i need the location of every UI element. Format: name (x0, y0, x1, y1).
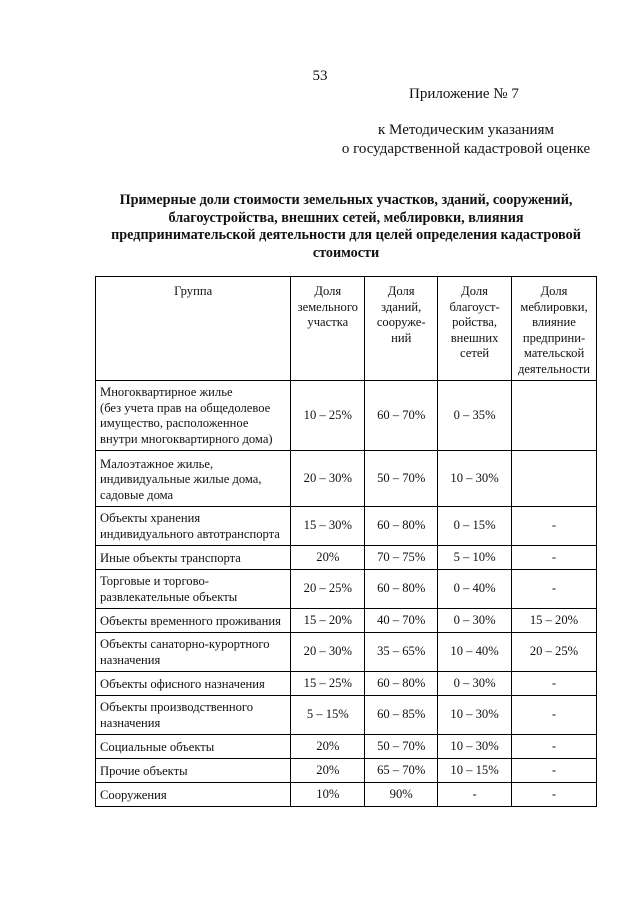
group-line: назначения (100, 652, 161, 667)
buildings-share-cell: 60 – 80% (365, 507, 438, 546)
header-line: участка (307, 315, 349, 329)
buildings-share-cell: 40 – 70% (365, 609, 438, 633)
furnishing-share-cell: - (512, 783, 597, 807)
furnishing-share-cell: - (512, 507, 597, 546)
page-number: 53 (312, 68, 328, 84)
improvements-share-cell: 10 – 40% (438, 633, 512, 672)
land-share-cell: 20% (291, 546, 365, 570)
header-group (96, 277, 291, 381)
header-line: благоуст- (449, 299, 500, 314)
group-line: Сооружения (100, 787, 167, 802)
furnishing-share-cell: 20 – 25% (512, 633, 597, 672)
header-line: ний (391, 330, 412, 345)
table-row (96, 609, 597, 633)
improvements-share-cell: 0 – 40% (438, 570, 512, 609)
group-cell (96, 546, 291, 570)
appendix-reference (336, 121, 596, 159)
improvements-share-cell: - (438, 783, 512, 807)
group-line: Прочие объекты (100, 763, 188, 778)
table-row (96, 570, 597, 609)
table-row (96, 546, 597, 570)
group-line: внутри многоквартирного дома) (100, 431, 273, 446)
header-line: сооруже- (376, 315, 426, 329)
header-line: сетей (459, 346, 490, 360)
group-line: Социальные объекты (100, 739, 215, 754)
land-share-cell: 20% (291, 759, 365, 783)
table-row (96, 735, 597, 759)
group-line: Объекты производственного (100, 700, 254, 714)
furnishing-share-cell: - (512, 570, 597, 609)
group-cell (96, 451, 291, 507)
improvements-share-cell: 0 – 30% (438, 609, 512, 633)
header-improvements-share (438, 277, 512, 381)
improvements-share-cell: 0 – 15% (438, 507, 512, 546)
land-share-cell: 10 – 25% (291, 381, 365, 451)
furnishing-share-cell (512, 451, 597, 507)
header-line: Группа (174, 284, 213, 298)
group-cell (96, 507, 291, 546)
title-line: Примерные доли стоимости земельных участков, зданий, сооружений, (119, 192, 573, 208)
document-title (86, 192, 606, 262)
improvements-share-cell: 0 – 35% (438, 381, 512, 451)
improvements-share-cell: 10 – 30% (438, 735, 512, 759)
table-row (96, 759, 597, 783)
header-line: ройства, (452, 315, 498, 329)
group-line: Объекты хранения (100, 511, 201, 525)
land-share-cell: 10% (291, 783, 365, 807)
group-line: Малоэтажное жилье, (100, 456, 214, 471)
table-body (96, 381, 597, 807)
header-line: внешних (450, 330, 499, 345)
furnishing-share-cell: - (512, 672, 597, 696)
group-line: Иные объекты транспорта (100, 550, 241, 565)
group-line: Торговые и торгово- (100, 574, 209, 588)
improvements-share-cell: 10 – 15% (438, 759, 512, 783)
title-line: благоустройства, внешних сетей, меблировки, влияния (168, 209, 524, 226)
improvements-share-cell: 10 – 30% (438, 696, 512, 735)
header-line: влияние (532, 315, 576, 329)
group-line: Объекты офисного назначения (100, 676, 265, 691)
furnishing-share-cell: - (512, 759, 597, 783)
improvements-share-cell: 10 – 30% (438, 451, 512, 507)
furnishing-share-cell: - (512, 735, 597, 759)
header-line: мательской (523, 346, 585, 360)
group-cell (96, 696, 291, 735)
land-share-cell: 20 – 30% (291, 451, 365, 507)
header-line: предприни- (522, 330, 586, 345)
header-line: деятельности (517, 361, 591, 376)
table-row (96, 783, 597, 807)
furnishing-share-cell: - (512, 546, 597, 570)
header-land-share (291, 277, 365, 381)
land-share-cell: 15 – 30% (291, 507, 365, 546)
group-cell (96, 609, 291, 633)
table-header-row (96, 277, 597, 381)
table-row (96, 507, 597, 546)
improvements-share-cell: 0 – 30% (438, 672, 512, 696)
group-cell (96, 633, 291, 672)
land-share-cell: 5 – 15% (291, 696, 365, 735)
appendix-ref-line: о государственной кадастровой оценке (341, 141, 591, 157)
furnishing-share-cell (512, 381, 597, 451)
table-row (96, 381, 597, 451)
buildings-share-cell: 60 – 70% (365, 381, 438, 451)
buildings-share-cell: 70 – 75% (365, 546, 438, 570)
table-row (96, 633, 597, 672)
group-line: имущество, расположенное (100, 416, 249, 430)
title-line: стоимости (312, 244, 380, 261)
group-line: (без учета прав на общедолевое (100, 400, 271, 415)
buildings-share-cell: 65 – 70% (365, 759, 438, 783)
land-share-cell: 20 – 25% (291, 570, 365, 609)
furnishing-share-cell: - (512, 696, 597, 735)
buildings-share-cell: 90% (365, 783, 438, 807)
appendix-number: Приложение № 7 (409, 86, 519, 102)
group-line: садовые дома (100, 487, 174, 502)
header-line: Доля (540, 284, 568, 298)
buildings-share-cell: 50 – 70% (365, 735, 438, 759)
header-line: Доля (461, 284, 488, 298)
group-line: Объекты санаторно-курортного (100, 637, 270, 651)
cost-shares-table (95, 276, 597, 807)
buildings-share-cell: 60 – 80% (365, 570, 438, 609)
group-cell (96, 735, 291, 759)
group-cell (96, 783, 291, 807)
land-share-cell: 20% (291, 735, 365, 759)
group-cell (96, 672, 291, 696)
appendix-ref-line: к Методическим указаниям (378, 122, 554, 138)
land-share-cell: 15 – 25% (291, 672, 365, 696)
table-row (96, 696, 597, 735)
buildings-share-cell: 35 – 65% (365, 633, 438, 672)
header-line: меблировки, (520, 299, 588, 314)
land-share-cell: 20 – 30% (291, 633, 365, 672)
buildings-share-cell: 50 – 70% (365, 451, 438, 507)
table-row (96, 451, 597, 507)
group-line: индивидуального автотранспорта (100, 526, 280, 541)
group-cell (96, 381, 291, 451)
header-line: зданий, (381, 299, 422, 314)
group-cell (96, 759, 291, 783)
land-share-cell: 15 – 20% (291, 609, 365, 633)
header-line: Доля (314, 284, 342, 298)
group-line: индивидуальные жилые дома, (100, 472, 262, 486)
buildings-share-cell: 60 – 85% (365, 696, 438, 735)
table-row (96, 672, 597, 696)
furnishing-share-cell: 15 – 20% (512, 609, 597, 633)
group-line: Многоквартирное жилье (100, 385, 233, 399)
group-line: Объекты временного проживания (100, 613, 281, 628)
header-line: Доля (387, 284, 415, 298)
improvements-share-cell: 5 – 10% (438, 546, 512, 570)
group-line: назначения (100, 715, 161, 730)
header-buildings-share (365, 277, 438, 381)
buildings-share-cell: 60 – 80% (365, 672, 438, 696)
header-line: земельного (297, 299, 358, 314)
group-line: развлекательные объекты (100, 589, 238, 604)
group-cell (96, 570, 291, 609)
title-line: предпринимательской деятельности для целей определения кадастровой (111, 227, 581, 244)
header-furnishing-share (512, 277, 597, 381)
